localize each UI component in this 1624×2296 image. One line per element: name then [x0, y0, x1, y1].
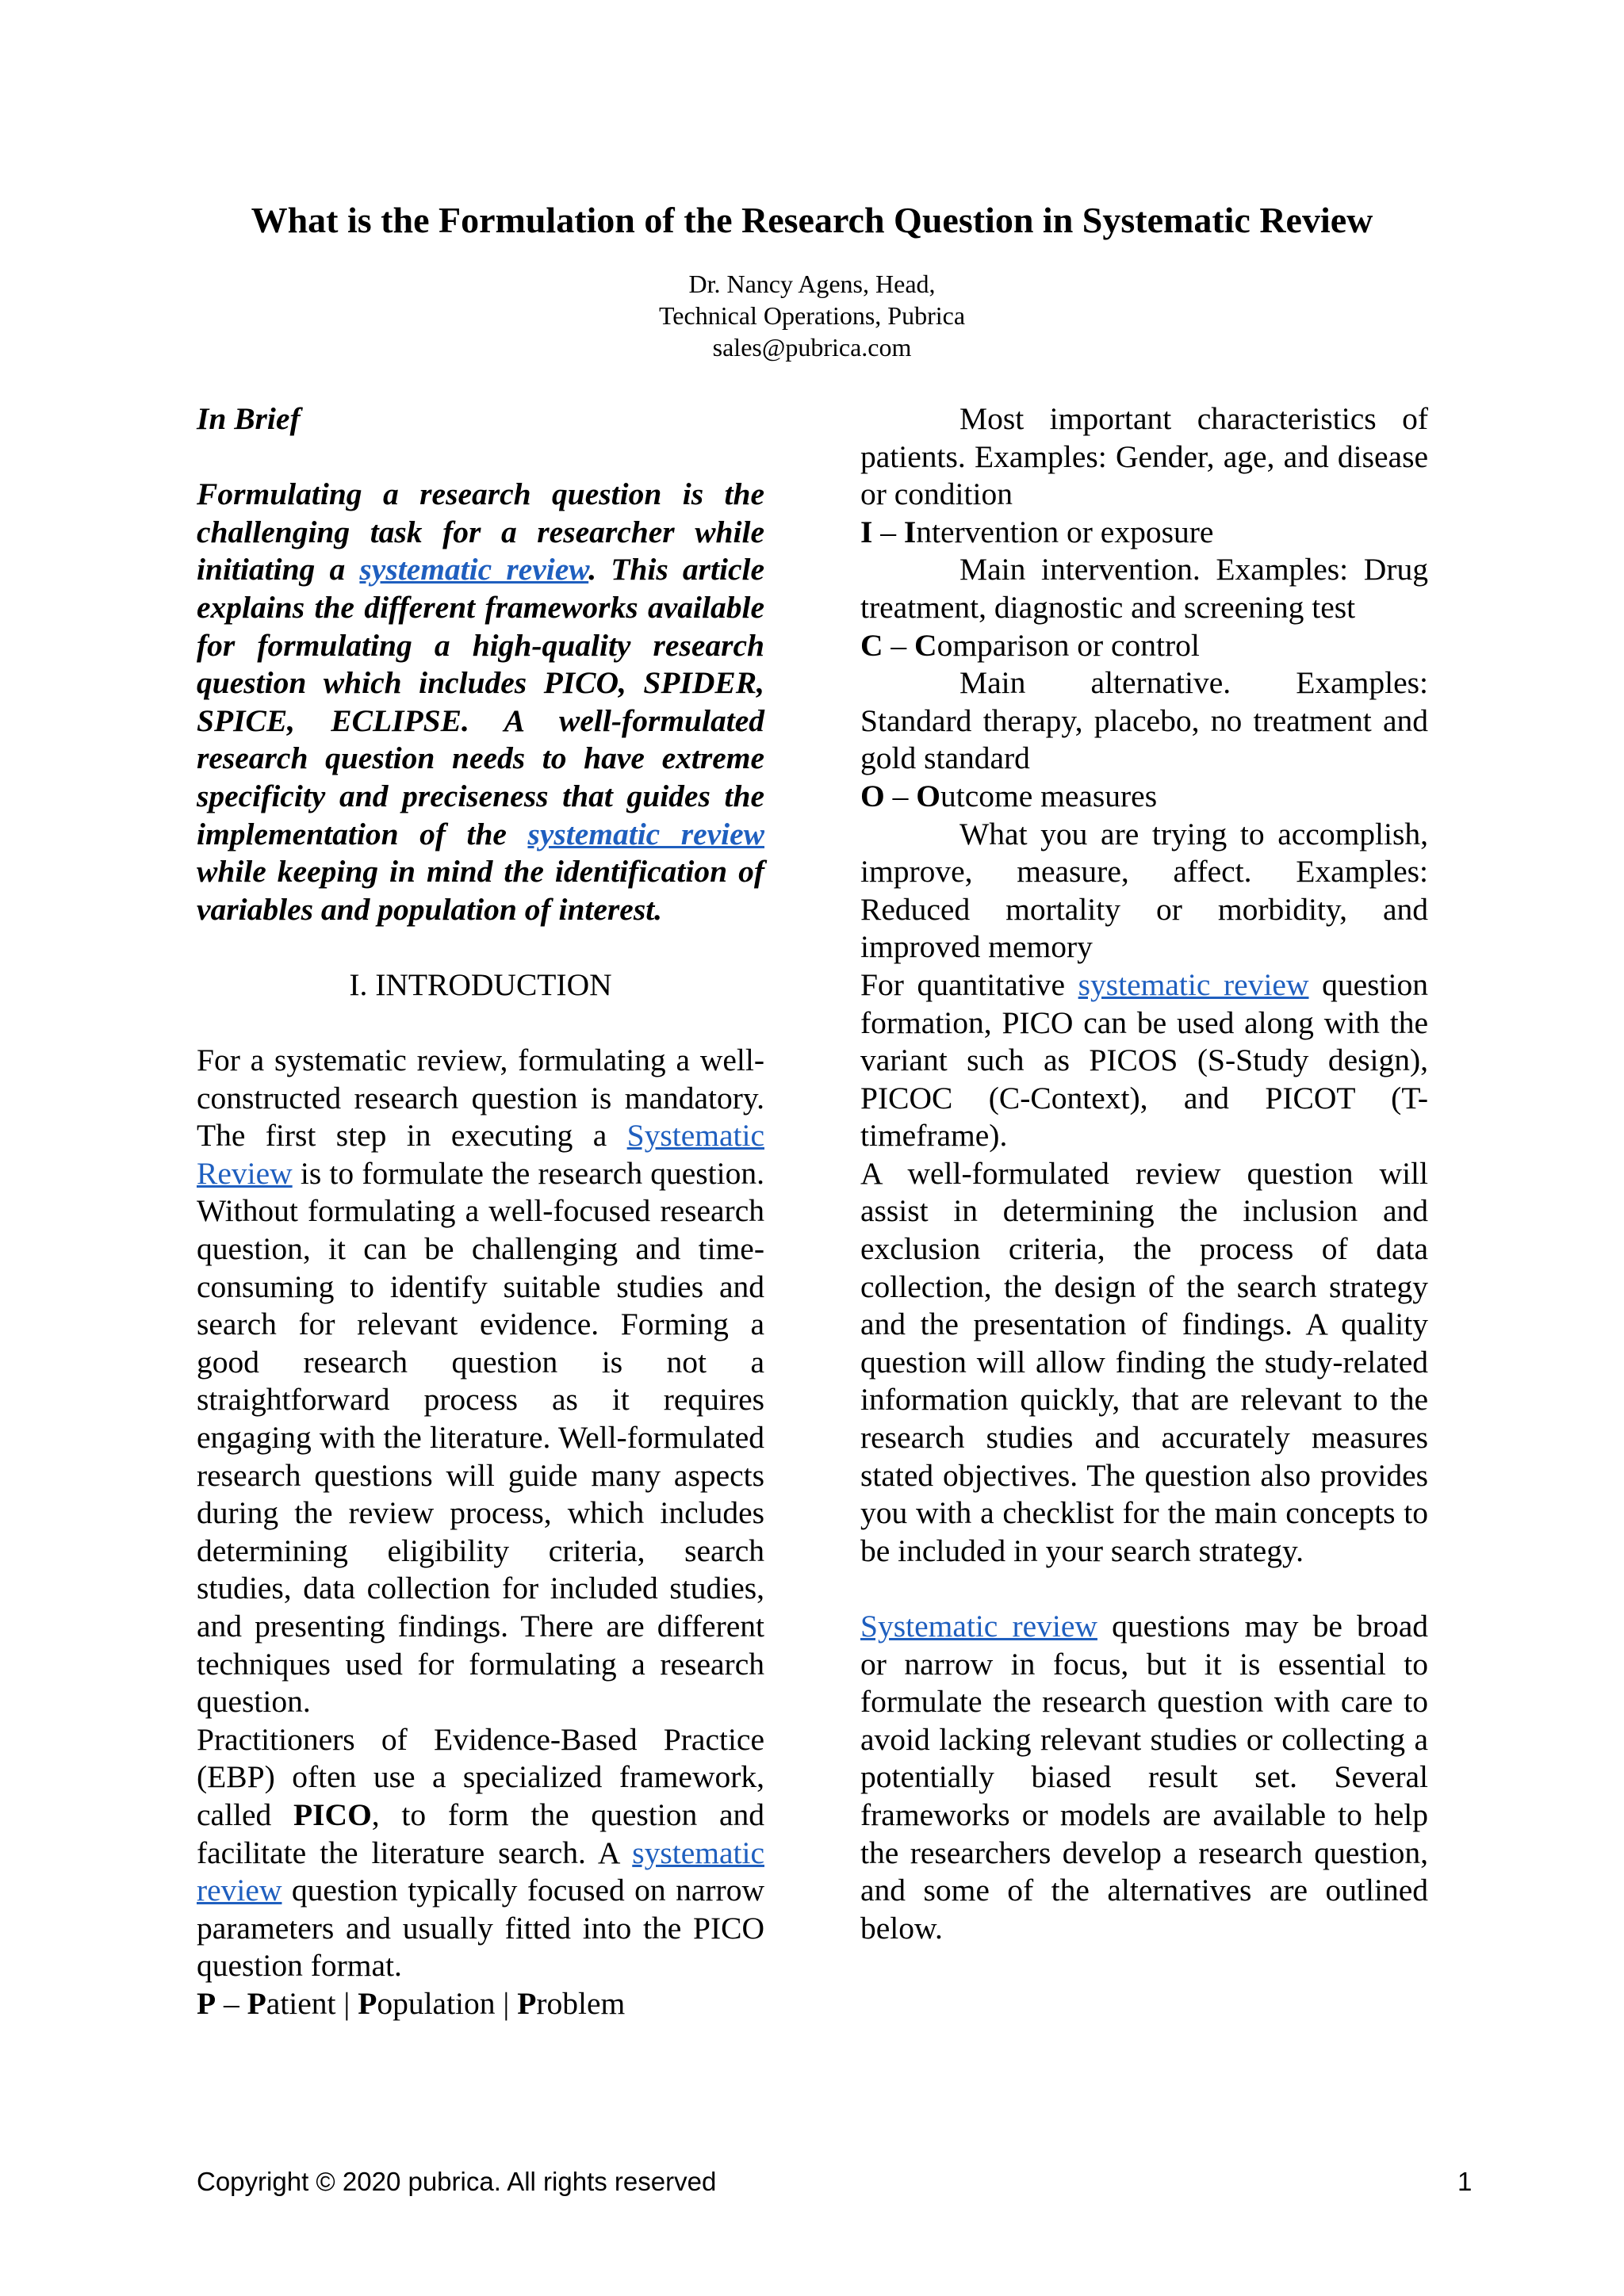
pico-c-line	[860, 627, 1428, 665]
systematic-review-link[interactable]: systematic review	[359, 552, 589, 587]
pico-word: opulation |	[377, 1985, 518, 2021]
pico-letter: P	[197, 1985, 216, 2021]
pico-p-description: Most important characteristics of patients. Examples: Gender, age, and disease or condition	[860, 401, 1428, 512]
paragraph-gap	[860, 1570, 1428, 1608]
pico-term: PICO	[293, 1797, 372, 1832]
pico-letter: O	[860, 778, 885, 813]
quantitative-text: question formation, PICO can be used along with the variant such as PICOS (S-Study design), PICOC (C-Context), and PICOT (T-timeframe).	[860, 966, 1428, 1154]
page-title: What is the Formulation of the Research Question in Systematic Review	[251, 200, 1373, 240]
abstract-text: . This article explains the different frameworks available for formulating a high-quality research question which includes PICO, SPIDER, SPICE, ECLIPSE. A well-formulated research question needs to have extreme specificity and preciseness that guides the implementation of the	[197, 552, 764, 851]
pico-o-line	[860, 778, 1428, 816]
pico-word: roblem	[536, 1985, 626, 2021]
author-block	[0, 268, 1624, 363]
pico-dash: –	[883, 627, 915, 663]
well-formulated-paragraph: A well-formulated review question will assist in determining the inclusion and exclusion criteria, the process of data collection, the design of the search strategy and the presentation of findings. A quality question will allow finding the study-related information quickly, that are relevant to the research studies and accurately measures stated objectives. The question also provides you with a checklist for the main concepts to be included in your search strategy.	[860, 1155, 1428, 1568]
author-email: sales@pubrica.com	[712, 333, 912, 362]
pico-initial: P	[517, 1985, 537, 2021]
pico-dash: –	[872, 514, 904, 549]
abstract-text: while keeping in mind the identification of variables and population of interest.	[197, 854, 764, 927]
broad-narrow-paragraph	[860, 1608, 1428, 1947]
pico-word: utcome measures	[940, 778, 1158, 813]
pico-word: omparison or control	[936, 627, 1200, 663]
abstract-paragraph	[197, 476, 764, 928]
quantitative-text: For quantitative	[860, 966, 1078, 1002]
pico-text: Practitioners of Evidence-Based Practice (EBP) often use a specialized framework, called	[197, 1721, 764, 1832]
page-number: 1	[1457, 2167, 1473, 2196]
pico-c-description: Main alternative. Examples: Standard therapy, placebo, no treatment and gold standard	[860, 665, 1428, 776]
systematic-review-link[interactable]: Systematic review	[860, 1609, 1097, 1644]
intro-text: For a systematic review, formulating a well-constructed research question is mandatory. The first step in executing a	[197, 1043, 764, 1154]
pico-initial: O	[916, 778, 940, 813]
pico-text: question typically focused on narrow parameters and usually fitted into the PICO question format.	[197, 1873, 764, 1984]
systematic-review-link[interactable]: Systematic Review	[197, 1118, 764, 1191]
pico-i-description: Main intervention. Examples: Drug treatment, diagnostic and screening test	[860, 552, 1428, 625]
pico-o-description: What you are trying to accomplish, improve, measure, affect. Examples: Reduced mortality or morbidity, and improved memory	[860, 816, 1428, 965]
right-column	[860, 400, 1428, 1947]
author-affiliation: Technical Operations, Pubrica	[658, 301, 966, 330]
pico-letter: I	[860, 514, 873, 549]
intro-text: is to formulate the research question. Without formulating a well-focused research question, it can be challenging and time-consuming to identify suitable studies and search for relevant evidence. Forming a good research question is not a straightforward process as it requires engaging with the literature. Well-formulated research questions will guide many aspects during the review process, which includes determining eligibility criteria, search studies, data collection for included studies, and presenting findings. There are different techniques used for formulating a research question.	[197, 1155, 764, 1720]
author-name: Dr. Nancy Agens, Head,	[688, 270, 936, 298]
pico-initial: P	[358, 1985, 377, 2021]
abstract-text: Formulating a research question is the challenging task for a researcher while initiating a	[197, 476, 764, 587]
in-brief-heading: In Brief	[197, 401, 301, 436]
intro-paragraph	[197, 1042, 764, 1721]
pico-letter: C	[860, 627, 883, 663]
broad-narrow-text: questions may be broad or narrow in focus, but it is essential to formulate the research question with care to avoid lacking relevant studies or collecting a potentially biased result set. Several frameworks or models are available to help the researchers develop a research question, and some of the alternatives are outlined below.	[860, 1609, 1428, 1946]
pico-initial: P	[247, 1985, 266, 2021]
pico-word: atient |	[266, 1985, 358, 2021]
pico-text: , to form the question and facilitate the literature search. A	[197, 1797, 765, 1870]
introduction-heading: I. INTRODUCTION	[349, 966, 612, 1002]
pico-dash: –	[216, 1985, 247, 2021]
pico-i-line	[860, 514, 1428, 552]
systematic-review-link[interactable]: systematic review	[197, 1835, 764, 1908]
footer-copyright: Copyright © 2020 pubrica. All rights reserved	[197, 2167, 717, 2196]
pico-paragraph	[197, 1721, 764, 1985]
quantitative-paragraph	[860, 966, 1428, 1155]
systematic-review-link[interactable]: systematic review	[527, 816, 764, 851]
systematic-review-link[interactable]: systematic review	[1078, 966, 1309, 1002]
pico-initial: I	[903, 514, 917, 549]
pico-dash: –	[884, 778, 917, 813]
pico-initial: C	[914, 627, 937, 663]
pico-p-line	[197, 1985, 764, 2023]
pico-word: ntervention or exposure	[916, 514, 1214, 549]
left-column	[197, 400, 764, 2023]
